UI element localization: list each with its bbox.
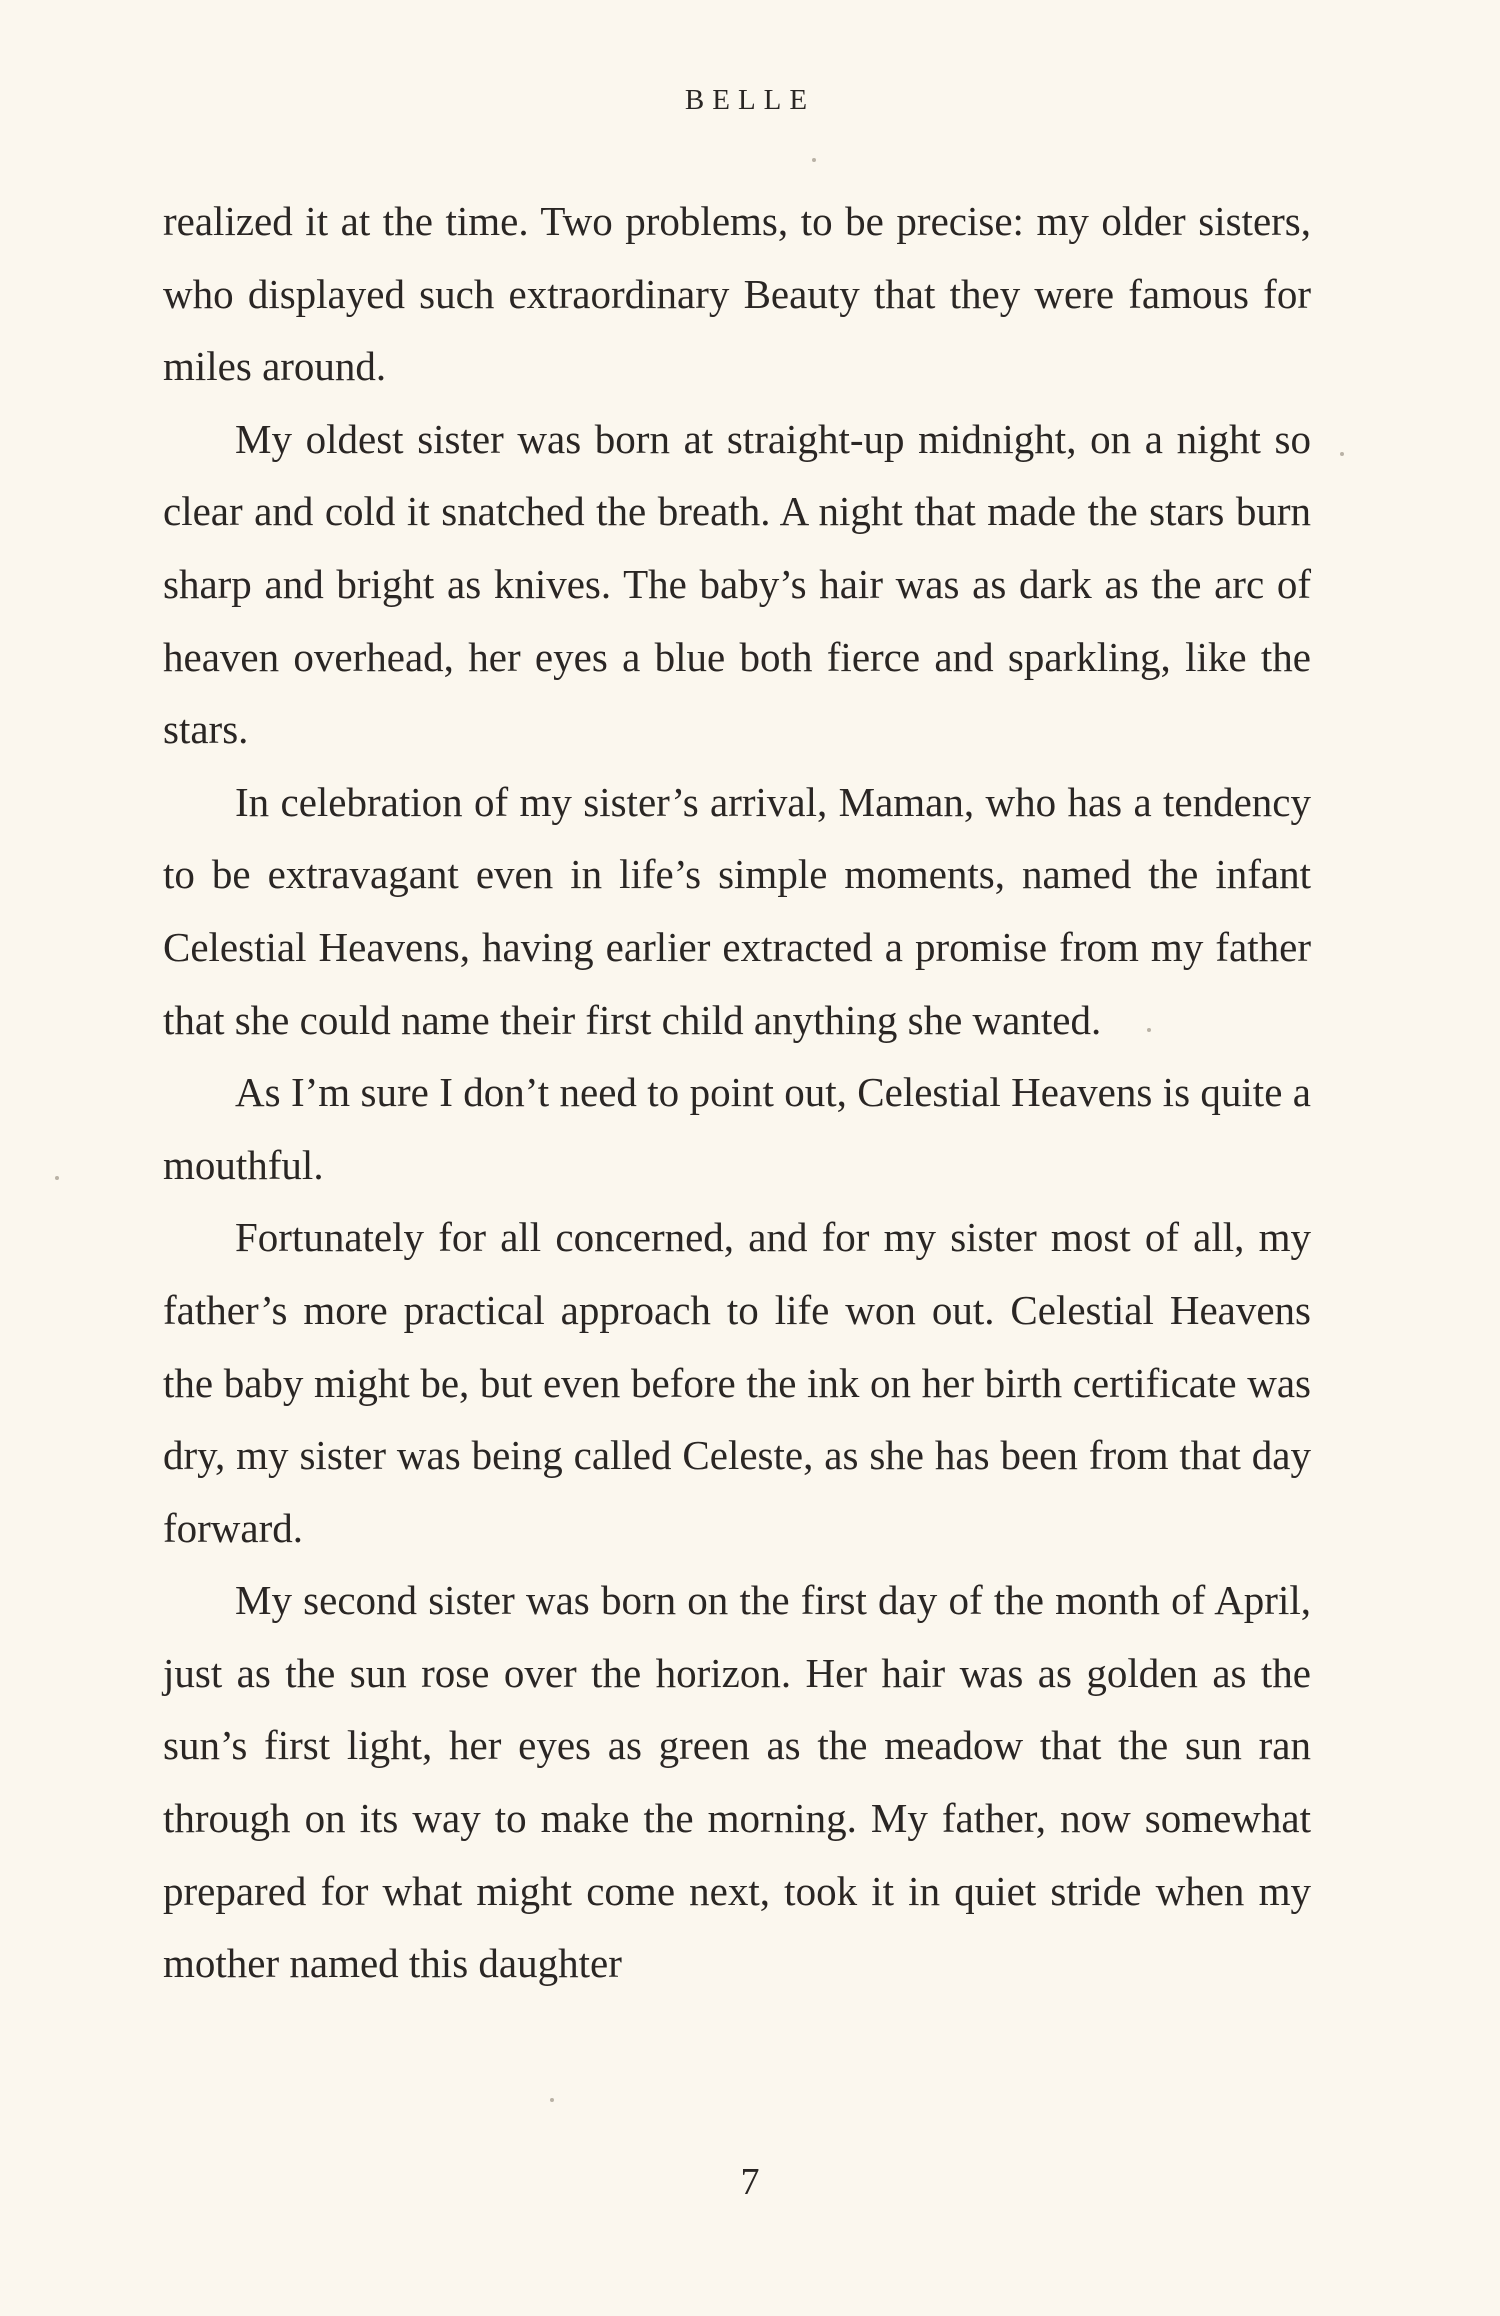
paragraph: Fortunately for all concerned, and for my sister most of all, my father’s more practical approach to life won out. Celestial Heavens the baby might be, but even before the ink on her birth certificate was dry, my sister was being called Celeste, as she has been from that day forward. bbox=[163, 1214, 1311, 1551]
paragraph: As I’m sure I don’t need to point out, Celestial Heavens is quite a mouthful. bbox=[163, 1069, 1311, 1188]
running-head: BELLE bbox=[684, 84, 816, 116]
paper-speck bbox=[1340, 452, 1344, 456]
paper-speck bbox=[550, 2098, 554, 2102]
paragraph: realized it at the time. Two problems, to be precise: my older sisters, who displayed such extraordinary Beauty that they were famous for miles around. bbox=[163, 198, 1311, 390]
paragraph: My second sister was born on the first day of the month of April, just as the sun rose over the horizon. Her hair was as golden as the sun’s first light, her eyes as green as the meadow that the sun ran through on its way to make the morning. My father, now somewhat prepared for what might come next, took it in quiet stride when my mother named this daughter bbox=[163, 1577, 1311, 1987]
page-number: 7 bbox=[740, 2161, 760, 2203]
paper-speck bbox=[812, 158, 816, 162]
body-text bbox=[163, 185, 1311, 2000]
paper-speck bbox=[1147, 1028, 1151, 1032]
paper-speck bbox=[55, 1176, 59, 1180]
paragraph: In celebration of my sister’s arrival, Maman, who has a tendency to be extravagant even in life’s simple moments, named the infant Celestial Heavens, having earlier extracted a promise from my father that she could name their first child anything she wanted. bbox=[163, 778, 1311, 1043]
paragraph: My oldest sister was born at straight-up midnight, on a night so clear and cold it snatched the breath. A night that made the stars burn sharp and bright as knives. The baby’s hair was as dark as the arc of heaven overhead, her eyes a blue both fierce and sparkling, like the stars. bbox=[163, 415, 1311, 753]
